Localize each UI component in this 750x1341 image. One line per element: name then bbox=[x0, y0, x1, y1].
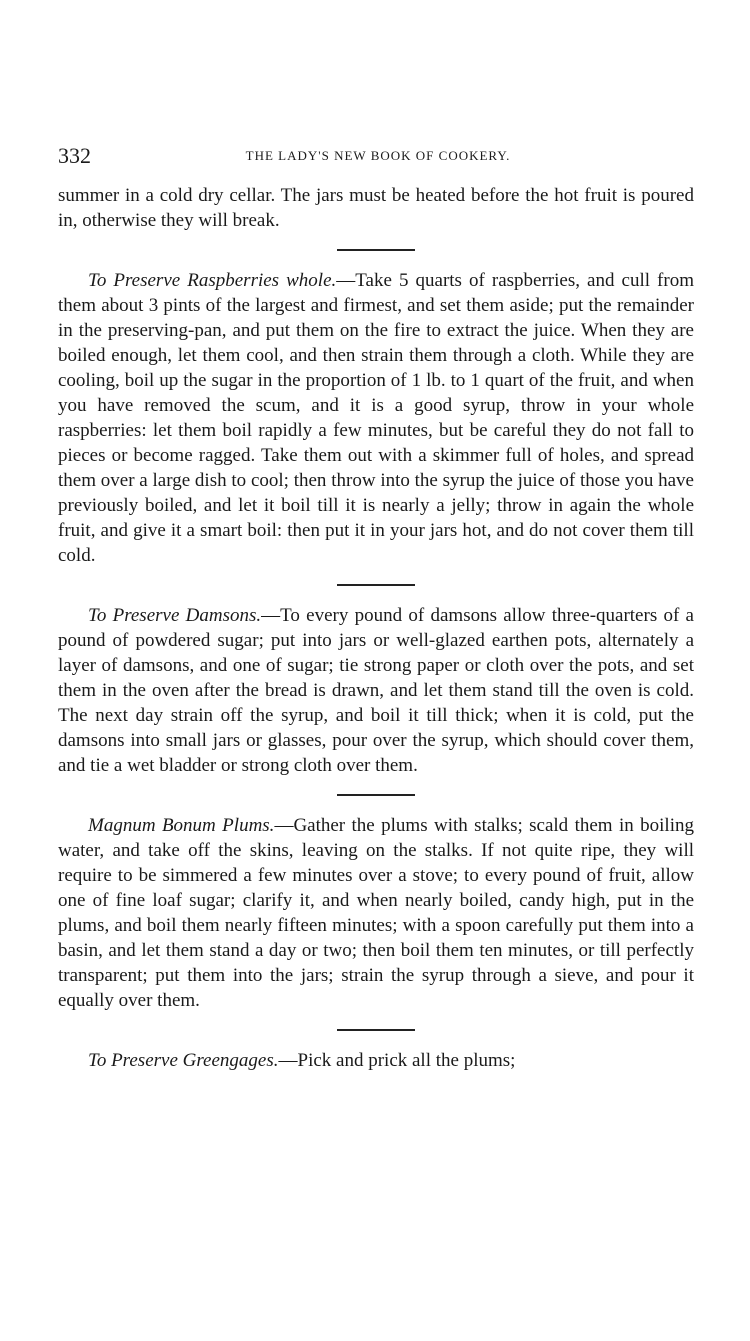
recipe-magnum-bonum-plums bbox=[58, 813, 694, 1013]
section-divider bbox=[337, 1029, 415, 1031]
section-divider bbox=[337, 249, 415, 251]
recipe-text: —Take 5 quarts of raspberries, and cull from them about 3 pints of the largest and firmest, and set them aside; put the remainder in the preserving-pan, and put them on the fire to extract the juice. When they are boiled enough, let them cool, and then strain them through a cloth. While they are cooling, boil up the sugar in the proportion of 1 lb. to 1 quart of the fruit, and when you have removed the scum, and it is a good syrup, throw in your whole raspberries: let them boil rapidly a few minutes, but be careful they do not fall to pieces or become ragged. Take them out with a skimmer full of holes, and spread them over a large dish to cool; then throw into the syrup the juice of those you have previously boiled, and let it boil till it is nearly a jelly; throw in again the whole fruit, and give it a smart boil: then put it in your jars hot, and do not cover them till cold. bbox=[58, 270, 694, 566]
recipe-title: To Preserve Raspberries whole. bbox=[88, 270, 337, 291]
page-body bbox=[58, 183, 694, 1073]
recipe-raspberries bbox=[58, 268, 694, 568]
recipe-greengages bbox=[58, 1048, 694, 1073]
page-number: 332 bbox=[58, 143, 91, 168]
section-divider bbox=[337, 584, 415, 586]
section-divider bbox=[337, 794, 415, 796]
intro-paragraph: summer in a cold dry cellar. The jars must be heated before the hot fruit is poured in, otherwise they will break. bbox=[58, 185, 694, 231]
recipe-title: Magnum Bonum Plums. bbox=[88, 815, 275, 836]
recipe-text: —Pick and prick all the plums; bbox=[278, 1050, 516, 1071]
running-title: THE LADY'S NEW BOOK OF COOKERY. bbox=[245, 148, 511, 163]
recipe-text: —Gather the plums with stalks; scald them in boiling water, and take off the skins, leaving on the stalks. If not quite ripe, they will require to be simmered a few minutes over a stove; to every pound of fruit, allow one of fine loaf sugar; clarify it, and when nearly boiled, candy high, put in the plums, and boil them nearly fifteen minutes; with a spoon carefully put them into a basin, and let them stand a day or two; then boil them ten minutes, or till perfectly transparent; put them into the jars; strain the syrup through a sieve, and pour it equally over them. bbox=[58, 815, 694, 1011]
recipe-title: To Preserve Greengages. bbox=[88, 1050, 279, 1071]
recipe-text: —To every pound of damsons allow three-quarters of a pound of powdered sugar; put into jars or well-glazed earthen pots, alternately a layer of damsons, and one of sugar; tie strong paper or cloth over the pots, and set them in the oven after the bread is drawn, and let them stand till the oven is cold. The next day strain off the syrup, and boil it till thick; when it is cold, put the damsons into small jars or glasses, pour over the syrup, which should cover them, and tie a wet bladder or strong cloth over them. bbox=[58, 605, 694, 776]
recipe-damsons bbox=[58, 603, 694, 778]
recipe-title: To Preserve Damsons. bbox=[88, 605, 262, 626]
page-header bbox=[58, 141, 698, 171]
